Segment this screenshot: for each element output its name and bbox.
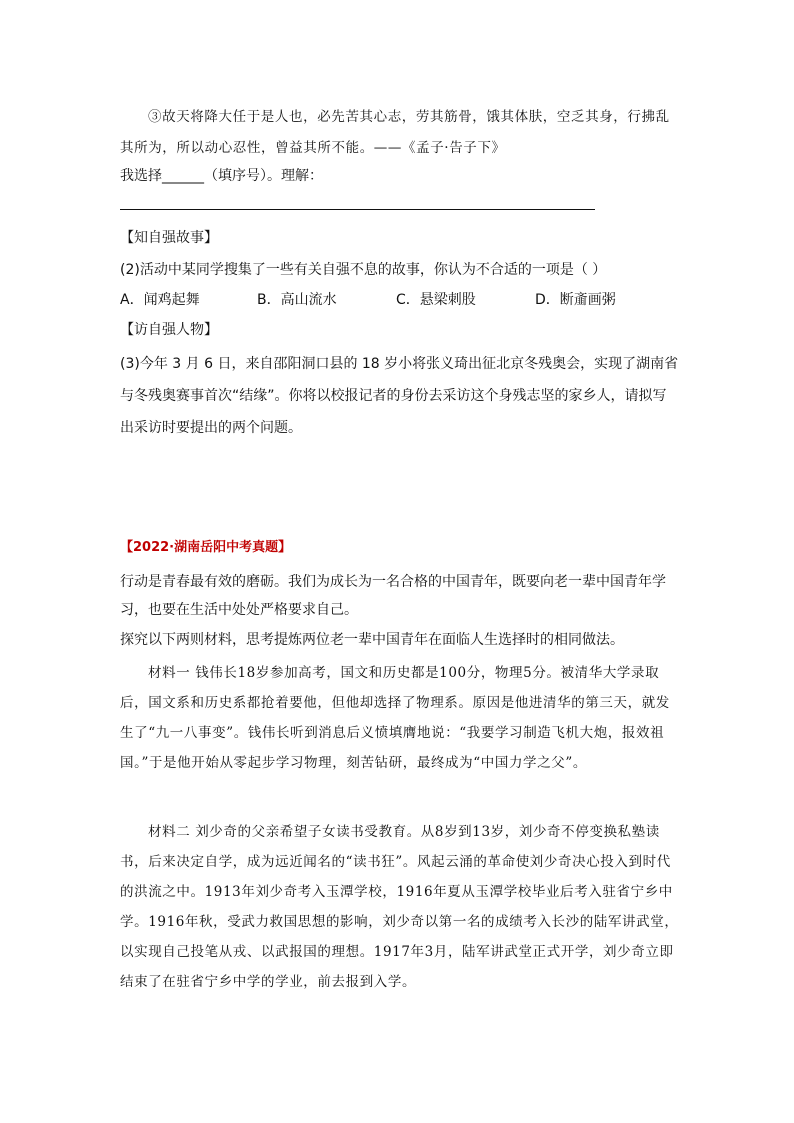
exam-task: 探究以下两则材料，思考提炼两位老一辈中国青年在面临人生选择时的相同做法。	[120, 632, 624, 648]
section-heading-story: 【知自强故事】	[120, 230, 218, 246]
section-heading-person: 【访自强人物】	[120, 322, 218, 338]
option-b: B．高山流水	[257, 292, 337, 308]
answer-line	[120, 209, 595, 210]
option-d: D．断齑画粥	[535, 292, 616, 308]
question-2: (2)活动中某同学搜集了一些有关自强不息的故事，你认为不合适的一项是（ ）	[120, 262, 607, 278]
option-c: C．悬梁刺股	[396, 292, 476, 308]
material-two: 材料二 刘少奇的父亲希望子女读书受教育。从8岁到13岁，刘少奇不停变换私塾读书，后来决定自学，成为远近闻名的“读书狂”。风起云涌的革命使刘少奇决心投入到时代的洪流之中。1913年刘少奇考入玉潭学校，1916年夏从玉潭学校毕业后考入驻省宁乡中学。1916年秋，受武力救国思想的影响，刘少奇以第一名的成绩考入长沙的陆军讲武堂，以实现自己投笔从戎、以武报国的理想。1917年3月，陆军讲武堂正式开学，刘少奇立即结束了在驻省宁乡中学的学业，前去报到入学。	[120, 824, 679, 990]
answer-options	[120, 290, 680, 310]
mencius-quote: ③故天将降大任于是人也，必先苦其心志，劳其筋骨，饿其体肤，空乏其身，行拂乱其所为，所以动心忍性，曾益其所不能。——《孟子·告子下》	[120, 109, 670, 156]
exam-source-tag: 【2022·湖南岳阳中考真题】	[120, 540, 292, 555]
exam-intro: 行动是青春最有效的磨砺。我们为成长为一名合格的中国青年，既要向老一辈中国青年学习，也要在生活中处处严格要求自己。	[120, 574, 666, 618]
material-one: 材料一 钱伟长18岁参加高考，国文和历史都是100分，物理5分。被清华大学录取后，国文系和历史系都抢着要他，但他却选择了物理系。原因是他进清华的第三天，就发生了“九一八事变”。钱伟长听到消息后义愤填膺地说：“我要学习制造飞机大炮，报效祖国。”于是他开始从零起步学习物理，刻苦钻研，最终成为“中国力学之父”。	[120, 665, 670, 771]
option-a: A．闻鸡起舞	[120, 292, 200, 308]
choice-prompt: 我选择______（填序号）。理解：	[120, 168, 323, 184]
question-3: (3)今年 3 月 6 日，来自邵阳洞口县的 18 岁小将张义琦出征北京冬残奥会，实现了湖南省与冬残奥赛事首次“结缘”。你将以校报记者的身份去采访这个身残志坚的家乡人，请拟写出采访时要提出的两个问题。	[120, 356, 679, 436]
